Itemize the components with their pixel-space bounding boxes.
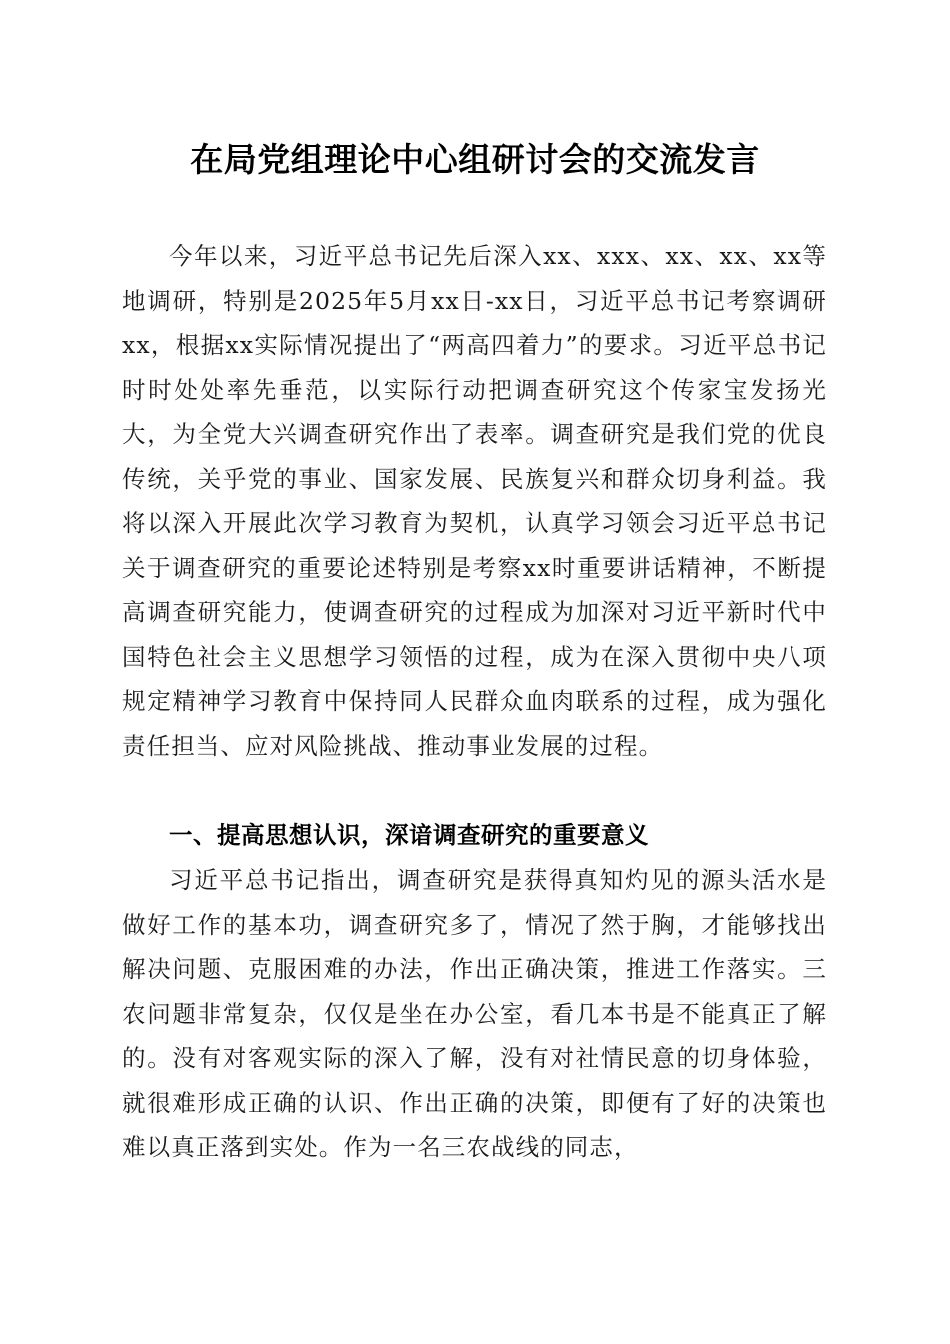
body-paragraph: 今年以来，习近平总书记先后深入xx、xxx、xx、xx、xx等地调研，特别是2025年5月xx日-xx日，习近平总书记考察调研xx，根据xx实际情况提出了“两高四着力”的要求。习近平总书记时时处处率先垂范，以实际行动把调查研究这个传家宝发扬光大，为全党大兴调查研究作出了表率。调查研究是我们党的优良传统，关乎党的事业、国家发展、民族复兴和群众切身利益。我将以深入开展此次学习教育为契机，认真学习领会习近平总书记关于调查研究的重要论述特别是考察xx时重要讲话精神，不断提高调查研究能力，使调查研究的过程成为加深对习近平新时代中国特色社会主义思想学习领悟的过程，成为在深入贯彻中央八项规定精神学习教育中保持同人民群众血肉联系的过程，成为强化责任担当、应对风险挑战、推动事业发展的过程。 <box>122 242 827 760</box>
section-heading: 一、提高思想认识，深谙调查研究的重要意义 <box>169 821 649 849</box>
document-title: 在局党组理论中心组研讨会的交流发言 <box>190 140 760 179</box>
body-paragraph: 习近平总书记指出，调查研究是获得真知灼见的源头活水是做好工作的基本功，调查研究多了，情况了然于胸，才能够找出解决问题、克服困难的办法，作出正确决策，推进工作落实。三农问题非常复杂，仅仅是坐在办公室，看几本书是不能真正了解的。没有对客观实际的深入了解，没有对社情民意的切身体验，就很难形成正确的认识、作出正确的决策，即便有了好的决策也难以真正落到实处。作为一名三农战线的同志， <box>122 866 827 1161</box>
